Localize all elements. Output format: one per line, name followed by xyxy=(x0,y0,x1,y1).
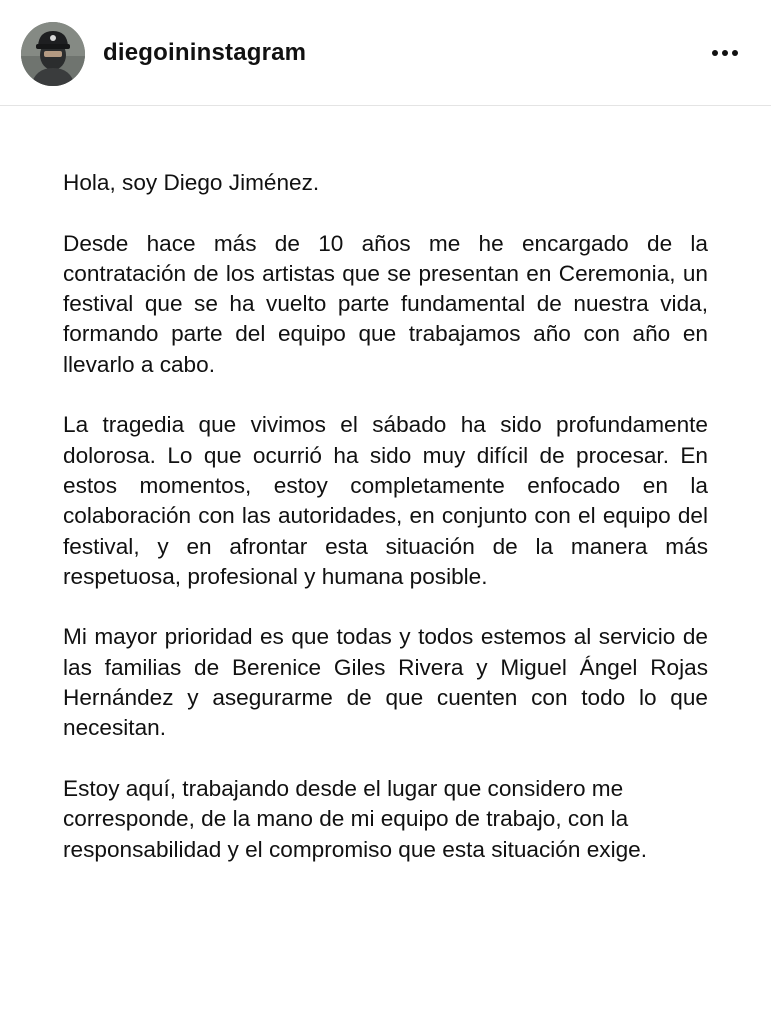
paragraph-4: Estoy aquí, trabajando desde el lugar que considero me corresponde, de la mano de mi equipo de trabajo, con la responsabilidad y el compromiso que esta situación exige. xyxy=(63,775,647,862)
user-avatar-icon xyxy=(21,22,85,86)
paragraph-1: Desde hace más de 10 años me he encargado de la contratación de los artistas que se presentan en Ceremonia, un festival que se ha vuelto parte fundamental de nuestra vida, formando parte del equipo que trabajamos año con año en llevarlo a cabo. xyxy=(63,230,708,377)
post-text xyxy=(63,168,708,865)
username[interactable]: diegoininstagram xyxy=(103,39,307,66)
greeting: Hola, soy Diego Jiménez. xyxy=(63,170,320,195)
post-header xyxy=(0,0,771,106)
paragraph-3: Mi mayor prioridad es que todas y todos estemos al servicio de las familias de Berenice Giles Rivera y Miguel Ángel Rojas Hernández y asegurarme de que cuenten con todo lo que necesitan. xyxy=(63,624,708,741)
more-options-button[interactable] xyxy=(700,34,750,72)
paragraph-2: La tragedia que vivimos el sábado ha sido profundamente dolorosa. Lo que ocurrió ha sido muy difícil de procesar. En estos momentos, estoy completamente enfocado en la colaboración con las autoridades, en conjunto con el equipo del festival, y en afrontar esta situación de la manera más respetuosa, profesional y humana posible. xyxy=(63,412,708,589)
profile-avatar[interactable] xyxy=(21,22,85,86)
more-options-icon xyxy=(700,34,750,72)
